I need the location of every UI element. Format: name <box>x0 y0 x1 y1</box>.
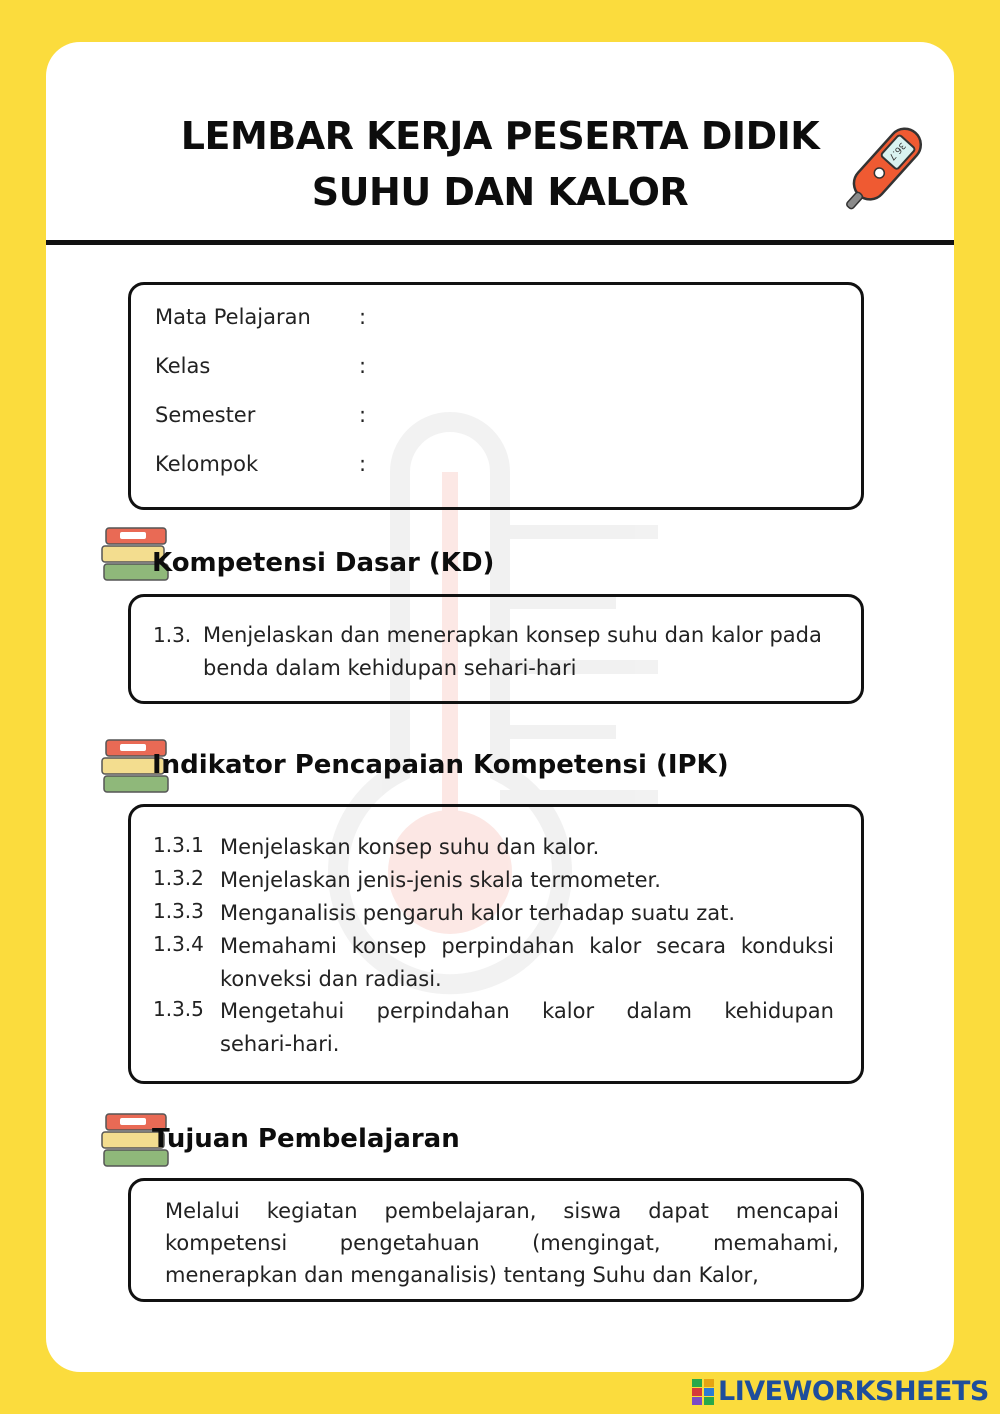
ipk-item-text: Memahami konsep perpindahan kalor secara konduksi <box>220 934 834 958</box>
liveworksheets-logo[interactable] <box>692 1376 989 1407</box>
identity-box <box>128 282 864 510</box>
ipk-section-title: Indikator Pencapaian Kompetensi (IPK) <box>152 750 729 780</box>
ipk-item-number: 1.3.5 <box>153 997 204 1021</box>
ipk-item-text: konveksi dan radiasi. <box>220 967 442 991</box>
ipk-item-text: Menjelaskan konsep suhu dan kalor. <box>220 835 600 859</box>
liveworksheets-brand-text: LIVEWORKSHEETS <box>718 1376 989 1407</box>
tujuan-section-title: Tujuan Pembelajaran <box>152 1124 460 1154</box>
tujuan-line3: menerapkan dan menganalisis) tentang Suhu dan Kalor, <box>165 1263 759 1287</box>
worksheet-card <box>46 42 954 1372</box>
ipk-item-number: 1.3.4 <box>153 932 204 956</box>
kd-item-number: 1.3. <box>153 623 192 647</box>
info-label-semester: Semester <box>155 403 256 427</box>
page-title-line2: SUHU DAN KALOR <box>311 170 689 214</box>
header-divider <box>46 240 954 245</box>
ipk-item-text: Menganalisis pengaruh kalor terhadap suatu zat. <box>220 901 736 925</box>
ipk-item-number: 1.3.1 <box>153 833 204 857</box>
ipk-item-text: Mengetahui perpindahan kalor dalam kehidupan <box>220 999 834 1023</box>
info-colon: : <box>359 354 367 378</box>
ipk-item-number: 1.3.3 <box>153 899 204 923</box>
info-label-kelas: Kelas <box>155 354 211 378</box>
ipk-item-text: Menjelaskan jenis-jenis skala termometer. <box>220 868 661 892</box>
tujuan-box <box>128 1178 864 1302</box>
kd-box <box>128 594 864 704</box>
ipk-item-text: sehari-hari. <box>220 1032 340 1056</box>
thermometer-icon <box>830 118 934 222</box>
kd-section-title: Kompetensi Dasar (KD) <box>152 548 495 578</box>
tujuan-line2: kompetensi pengetahuan (mengingat, memahami, <box>165 1231 839 1255</box>
info-label-mata-pelajaran: Mata Pelajaran <box>155 305 311 329</box>
info-colon: : <box>359 305 367 329</box>
info-label-kelompok: Kelompok <box>155 452 259 476</box>
tujuan-line1: Melalui kegiatan pembelajaran, siswa dapat mencapai <box>165 1199 839 1223</box>
ipk-item-number: 1.3.2 <box>153 866 204 890</box>
page-title-line1: LEMBAR KERJA PESERTA DIDIK <box>180 114 820 158</box>
kd-item-line2: benda dalam kehidupan sehari-hari <box>203 656 577 680</box>
info-colon: : <box>359 452 367 476</box>
ipk-box <box>128 804 864 1084</box>
thermometer-reading: 36.7 <box>886 140 907 162</box>
liveworksheets-mark-icon <box>692 1379 714 1405</box>
info-colon: : <box>359 403 367 427</box>
kd-item-line1: Menjelaskan dan menerapkan konsep suhu dan kalor pada <box>203 623 822 647</box>
